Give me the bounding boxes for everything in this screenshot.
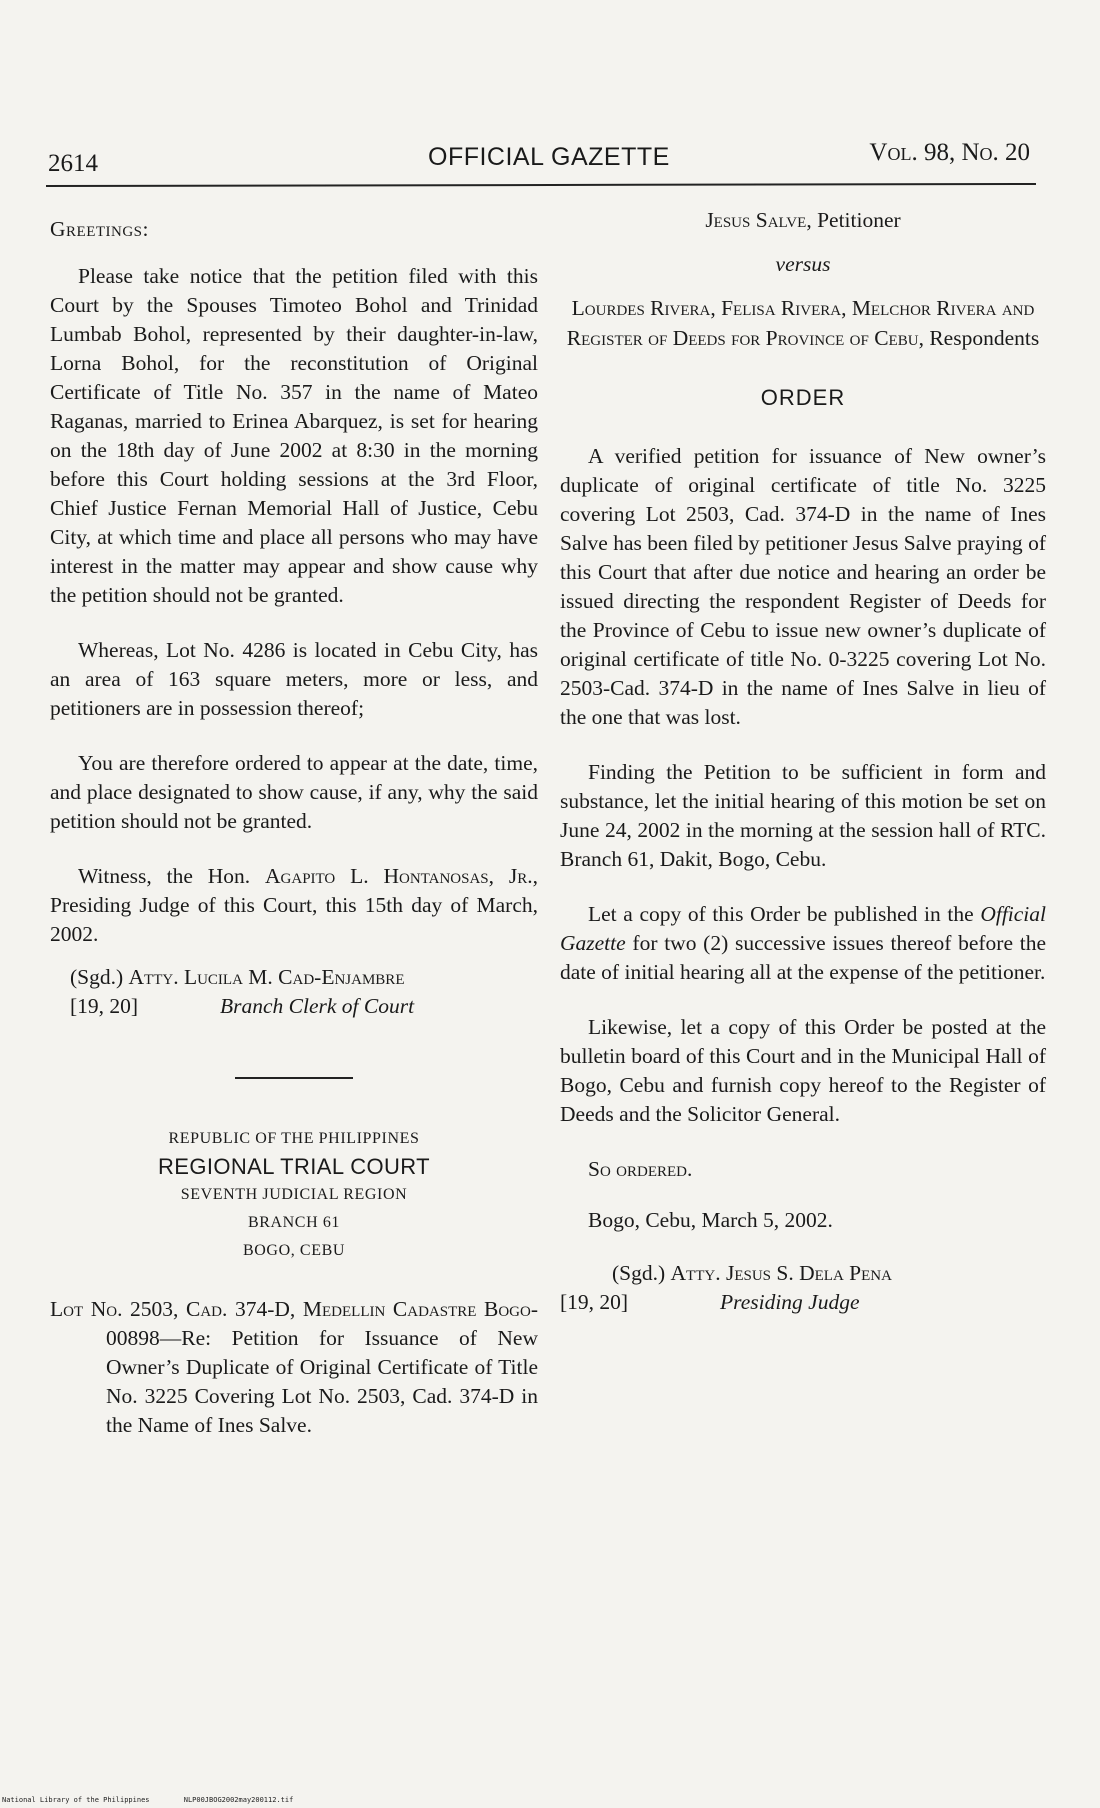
court-name: REGIONAL TRIAL COURT (157, 1154, 431, 1179)
judge-title: Presiding Judge (720, 1290, 860, 1314)
issue-numbers: [19, 20] (70, 994, 139, 1018)
clerk-title: Branch Clerk of Court (220, 994, 415, 1018)
lot-reference: Lot No. 2503, Cad. 374-D, Medellin Cadastre Bogo-00898 (50, 1297, 538, 1350)
publication-title: OFFICIAL GAZETTE (428, 143, 670, 171)
section-divider (235, 1077, 353, 1079)
header-rule (46, 183, 1036, 187)
region-line: SEVENTH JUDICIAL REGION (180, 1186, 408, 1203)
publication-paragraph: Let a copy of this Order be published in the Official Gazette for two (2) successive issues thereof before the date of initial hearing all at the expense of the petitioner. (560, 902, 1046, 984)
order-paragraph: You are therefore ordered to appear at the date, time, and place designated to show cause, if any, why the said petition should not be granted. (50, 751, 538, 833)
court-heading (50, 1125, 538, 1265)
judge-signature: (Sgd.) Atty. Jesus S. Dela Pena [19, 20] Presiding Judge (560, 1259, 1046, 1317)
clerk-signature: (Sgd.) Atty. Lucila M. Cad-Enjambre [19, 20] Branch Clerk of Court (50, 963, 538, 1021)
hearing-paragraph: Finding the Petition to be sufficient in form and substance, let the initial hearing of this motion be set on June 24, 2002 in the morning at the session hall of RTC. Branch 61, Dakit, Bogo, Cebu. (560, 760, 1046, 871)
case-caption: Lot No. 2503, Cad. 374-D, Medellin Cadastre Bogo-00898—Re: Petition for Issuance of New Owner’s Duplicate of Original Certificate of Title No. 3225 Covering Lot No. 2503, Cad. 374-D in the Name of Ines Salve. (50, 1297, 538, 1437)
posting-paragraph: Likewise, let a copy of this Order be posted at the bulletin board of this Court and in the Municipal Hall of Bogo, Cebu and furnish copy hereof to the Register of Deeds and the Solicitor General. (560, 1015, 1046, 1126)
branch-line: BRANCH 61 (247, 1214, 341, 1231)
petitioner: Jesus Salve, Petitioner (705, 208, 901, 232)
case-parties (560, 205, 1046, 353)
gazette-name: Official Gazette (560, 902, 1046, 955)
republic-line: REPUBLIC OF THE PHILIPPINES (168, 1130, 420, 1147)
order-heading: ORDER (760, 385, 846, 410)
petition-paragraph: A verified petition for issuance of New owner’s duplicate of original certificate of title No. 3225 covering Lot 2503, Cad. 374-D in the name of Ines Salve has been filed by petitioner Jesus Salve praying of this Court that after due notice and hearing an order be issued directing the respondent Register of Deeds for the Province of Cebu to issue new owner’s duplicate of original certificate of title No. 0-3225 covering Lot No. 2503-Cad. 374-D in the name of Ines Salve in lieu of the one that was lost. (560, 444, 1046, 729)
judge-name: Agapito L. Hontanosas, Jr. (265, 864, 533, 888)
location-line: BOGO, CEBU (242, 1242, 345, 1259)
file-id: NLP00JBOG2002may200112.tif (183, 1796, 294, 1804)
left-column (50, 215, 538, 1440)
clerk-name: Atty. Lucila M. Cad-Enjambre (128, 965, 405, 989)
judge-issue-numbers: [19, 20] (560, 1290, 629, 1314)
scan-footer (2, 1796, 323, 1804)
judge-signer-name: Atty. Jesus S. Dela Pena (670, 1261, 892, 1285)
greeting: Greetings: (50, 217, 149, 241)
respondents: Lourdes Rivera, Felisa Rivera, Melchor Rivera and Register of Deeds for Province of Cebu, Respondents (566, 296, 1040, 350)
witness-paragraph: Witness, the Hon. Agapito L. Hontanosas, Jr., Presiding Judge of this Court, this 15th day of March, 2002. (50, 864, 538, 946)
place-date: Bogo, Cebu, March 5, 2002. (588, 1208, 833, 1232)
page-header (48, 138, 1034, 178)
whereas-paragraph: Whereas, Lot No. 4286 is located in Cebu City, has an area of 163 square meters, more or less, and petitioners are in possession thereof; (50, 638, 538, 720)
right-column (560, 205, 1046, 1317)
notice-paragraph: Please take notice that the petition filed with this Court by the Spouses Timoteo Bohol and Trinidad Lumbab Bohol, represented by their daughter-in-law, Lorna Bohol, for the reconstitution of Original Certificate of Title No. 357 in the name of Mateo Raganas, married to Erinea Abarquez, is set for hearing on the 18th day of June 2002 at 8:30 in the morning before this Court holding sessions at the 3rd Floor, Chief Justice Fernan Memorial Hall of Justice, Cebu City, at which time and place all persons who may have interest in the matter may appear and show cause why the petition should not be granted. (50, 264, 538, 607)
volume-number: Vol. 98, No. 20 (869, 139, 1030, 166)
versus-label: versus (775, 252, 831, 276)
so-ordered: So ordered. (588, 1157, 693, 1181)
page-number: 2614 (48, 150, 98, 177)
library-credit: National Library of the Philippines (2, 1796, 150, 1804)
